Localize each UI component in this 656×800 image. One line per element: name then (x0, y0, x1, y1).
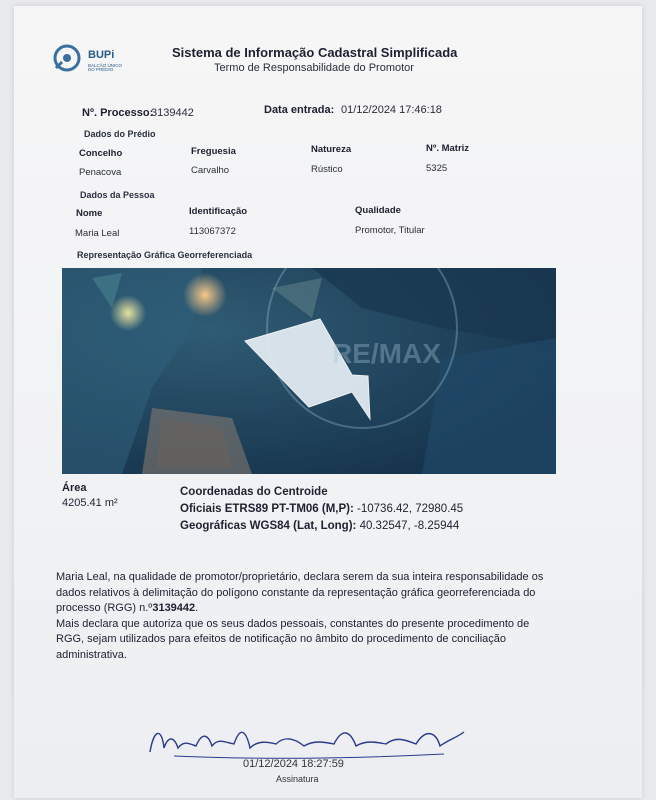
parish-value: Carvalho (191, 165, 230, 176)
process-number-label: Nº. Processo: (82, 107, 154, 119)
area-label: Área (62, 482, 87, 494)
aerial-map-image (62, 268, 556, 474)
parish-label: Freguesia (191, 146, 236, 157)
quality-label: Qualidade (355, 205, 401, 216)
bupi-logo-icon (50, 42, 84, 76)
centroid-coordinates (180, 484, 463, 535)
nature-label: Natureza (311, 144, 352, 155)
quality-value: Promotor, Titular (355, 225, 425, 236)
wgs84-label: Geográficas WGS84 (Lat, Long): (180, 520, 357, 532)
section-person-title: Dados da Pessoa (80, 190, 155, 200)
declaration-process-ref: 3139442 (152, 602, 196, 614)
section-map-title: Representação Gráfica Georreferenciada (77, 250, 253, 260)
etrs89-value: -10736.42, 72980.45 (357, 503, 464, 515)
name-label: Nome (76, 208, 103, 219)
nature-value: Rústico (311, 164, 343, 175)
entry-date-label: Data entrada: (264, 104, 335, 116)
area-value: 4205.41 m² (62, 497, 118, 509)
municipality-label: Concelho (79, 148, 123, 159)
municipality-value: Penacova (79, 167, 122, 178)
logo-subtitle: BALCÃO ÚNICO DO PRÉDIO (88, 62, 123, 72)
matrix-label: Nº. Matriz (426, 143, 470, 154)
declaration-text (56, 570, 556, 663)
georeferenced-map (62, 268, 556, 474)
declaration-line1: Maria Leal, na qualidade de promotor/proprietário, declara serem da sua inteira responsabilidade os dados relativos à delimitação do polígono constante da representação gráfica georreferenciada do processo (RGG) n.º (56, 571, 544, 614)
wgs84-value: 40.32547, -8.25944 (359, 520, 460, 532)
section-property-title: Dados do Prédio (84, 129, 156, 139)
etrs89-label: Oficiais ETRS89 PT-TM06 (M,P): (180, 503, 354, 515)
name-value: Maria Leal (75, 228, 120, 239)
declaration-period: . (195, 602, 199, 614)
bupi-logo (50, 42, 140, 76)
declaration-line2: Mais declara que autoriza que os seus dados pessoais, constantes do presente procedimento de RGG, sejam utilizados para efeitos de notificação no âmbito do procedimento de conciliação administrativa. (56, 617, 530, 661)
process-number-value: 3139442 (151, 107, 194, 119)
entry-date-value: 01/12/2024 17:46:18 (341, 104, 442, 116)
document-subtitle: Termo de Responsabilidade do Promotor (214, 62, 414, 74)
matrix-value: 5325 (426, 163, 448, 174)
document-title: Sistema de Informação Cadastral Simplificada (172, 45, 458, 60)
identification-label: Identificação (189, 206, 248, 217)
remax-watermark: RE/MAX (332, 338, 441, 369)
signature-datetime: 01/12/2024 18:27:59 (243, 758, 344, 770)
identification-value: 113067372 (189, 226, 236, 237)
centroid-title: Coordenadas do Centroide (180, 486, 328, 498)
logo-name: BUPi (88, 48, 115, 61)
signature-label: Assinatura (276, 774, 319, 784)
